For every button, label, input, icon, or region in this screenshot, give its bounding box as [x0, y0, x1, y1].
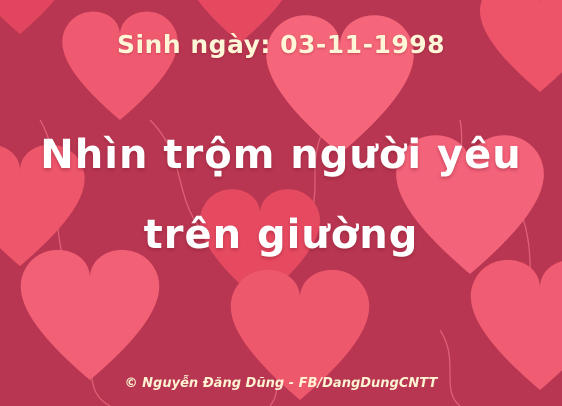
- headline-line-2: trên giường: [143, 212, 419, 258]
- headline-line-1: Nhìn trộm người yêu: [40, 132, 522, 178]
- birthday-caption: Sinh ngày: 03-11-1998: [116, 30, 446, 59]
- author-credit: © Nguyễn Đăng Dũng - FB/DangDungCNTT: [124, 376, 438, 391]
